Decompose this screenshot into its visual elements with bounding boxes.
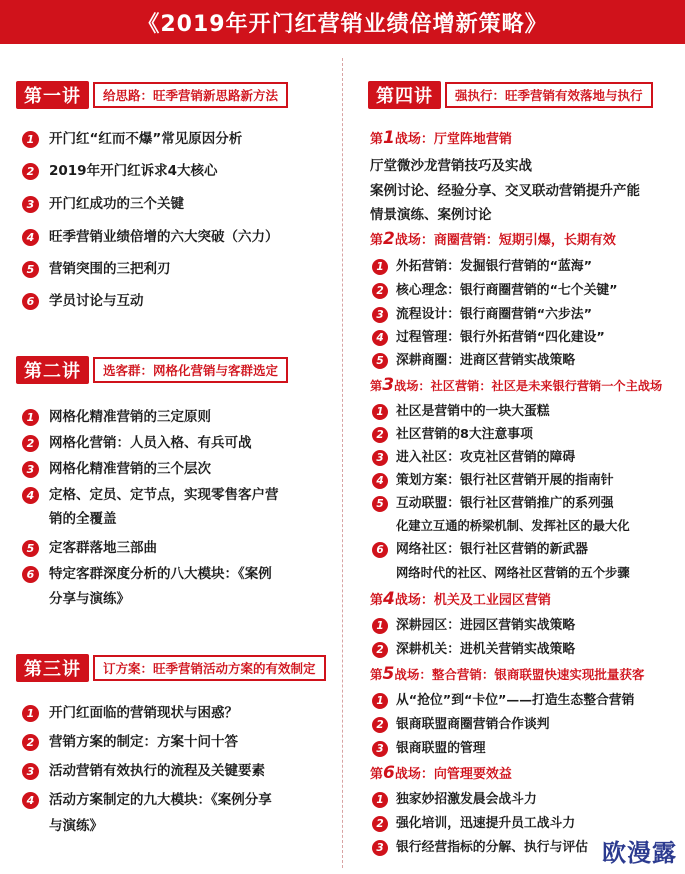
number-badge: 2 [22,163,39,180]
lecture-3-item [22,789,272,811]
lecture-1-tag: 第一讲 [16,81,89,109]
battlefield-4-heading: 第4战场：机关及工业园区营销 [370,589,551,609]
battlefield-3-item-continuation: 化建立互通的桥梁机制、发挥社区的最大化 [396,519,630,533]
lecture-2-item [22,484,279,506]
lecture-1-subtitle: 给思路：旺季营销新思路新方法 [93,82,288,108]
number-badge: 1 [22,705,39,722]
lecture-2-item [22,537,157,559]
lecture-3-header [16,652,326,684]
number-badge: 4 [372,330,388,346]
number-badge: 3 [372,307,388,323]
item-text: 分享与演练》 [49,591,130,607]
number-badge: 5 [372,496,388,512]
item-text: 活动营销有效执行的流程及关键要素 [49,763,265,779]
item-text: 营销突围的三把利刃 [49,261,171,277]
column-divider [342,58,343,868]
battlefield-2-item: 2 核心理念：银行商圈营销的“七个关键” [372,281,618,301]
lecture-2-item [22,432,252,454]
item-text: 特定客群深度分析的八大模块：《案例 [49,566,272,582]
item-text: 定客群落地三部曲 [49,540,157,556]
battlefield-3-item: 6 网络社区：银行社区营销的新武器 [372,540,588,560]
number-badge: 2 [372,717,388,733]
number-badge: 1 [22,131,39,148]
item-text: 销的全覆盖 [49,511,117,527]
battlefield-6-item: 2 强化培训，迅速提升员工战斗力 [372,814,575,834]
lecture-1-item [22,193,184,215]
number-badge: 6 [372,542,388,558]
battlefield-3-item: 3 进入社区：攻克社区营销的障碍 [372,448,575,468]
lecture-2-item-continuation [49,588,130,610]
battlefield-4-item: 1 深耕园区：进园区营销实战策略 [372,616,575,636]
number-badge: 1 [22,409,39,426]
lecture-1-item [22,226,279,248]
item-text: 开门红“红而不爆”常见原因分析 [49,131,243,147]
lecture-2-item-continuation [49,508,117,530]
watermark: 欧漫露 [602,839,677,867]
lecture-3-subtitle: 订方案：旺季营销活动方案的有效制定 [93,655,326,681]
battlefield-1-line: 厅堂微沙龙营销技巧及实战 [370,158,532,174]
lecture-3-item [22,731,238,753]
battlefield-2-heading: 第2战场：商圈营销：短期引爆，长期有效 [370,229,616,249]
lecture-1-item [22,290,144,312]
battlefield-3-item-continuation: 网络时代的社区、网络社区营销的五个步骤 [396,566,630,580]
battlefield-5-item: 2 银商联盟商圈营销合作谈判 [372,715,550,735]
lecture-2-item [22,458,211,480]
lecture-2-item [22,563,272,585]
item-text: 网格化精准营销的三个层次 [49,461,211,477]
battlefield-1-line: 情景演练、案例讨论 [370,207,492,223]
lecture-2-tag: 第二讲 [16,356,89,384]
battlefield-3-item: 4 策划方案：银行社区营销开展的指南针 [372,471,614,491]
number-badge: 2 [372,816,388,832]
item-text: 营销方案的制定：方案十问十答 [49,734,238,750]
number-badge: 2 [372,642,388,658]
number-badge: 3 [372,741,388,757]
number-badge: 5 [22,540,39,557]
number-badge: 3 [22,461,39,478]
battlefield-1-heading: 第1战场：厅堂阵地营销 [370,128,512,148]
battlefield-3-heading: 第3战场：社区营销：社区是未来银行营销一个主战场 [370,375,663,395]
lecture-3-tag: 第三讲 [16,654,89,682]
number-badge: 3 [372,450,388,466]
battlefield-6-item: 3 银行经营指标的分解、执行与评估 [372,838,588,858]
battlefield-5-heading: 第5战场：整合营销：银商联盟快速实现批量获客 [370,664,645,684]
lecture-1-item [22,160,217,182]
battlefield-5-item: 3 银商联盟的管理 [372,739,486,759]
item-text: 定格、定员、定节点，实现零售客户营 [49,487,279,503]
battlefield-2-item: 4 过程管理：银行外拓营销“四化建设” [372,328,605,348]
number-badge: 5 [22,261,39,278]
item-text: 网格化营销：人员入格、有兵可战 [49,435,252,451]
number-badge: 3 [22,196,39,213]
number-badge: 4 [22,229,39,246]
lecture-2-subtitle: 选客群：网格化营销与客群选定 [93,357,288,383]
page-title: 《2019年开门红营销业绩倍增新策略》 [137,11,548,37]
battlefield-3-item: 5 互动联盟：银行社区营销推广的系列强 [372,494,614,514]
item-text: 2019年开门红诉求4大核心 [49,163,218,179]
battlefield-3-item: 1 社区是营销中的一块大蛋糕 [372,402,550,422]
lecture-3-item-continuation [49,815,103,837]
number-badge: 1 [372,404,388,420]
number-badge: 4 [22,487,39,504]
lecture-4-subtitle: 强执行：旺季营销有效落地与执行 [445,82,653,108]
number-badge: 6 [22,566,39,583]
battlefield-4-item: 2 深耕机关：进机关营销实战策略 [372,640,575,660]
lecture-3-item [22,702,238,724]
battlefield-5-item: 1 从“抢位”到“卡位”——打造生态整合营销 [372,691,634,711]
item-text: 与演练》 [49,818,103,834]
battlefield-6-heading: 第6战场：向管理要效益 [370,763,512,783]
number-badge: 2 [22,435,39,452]
number-badge: 1 [372,618,388,634]
battlefield-3-item: 2 社区营销的8大注意事项 [372,425,533,445]
item-text: 旺季营销业绩倍增的六大突破（六力） [49,229,279,245]
number-badge: 4 [22,792,39,809]
lecture-1-item [22,128,242,150]
number-badge: 2 [372,283,388,299]
battlefield-2-item: 5 深耕商圈：进商区营销实战策略 [372,351,575,371]
battlefield-6-item: 1 独家妙招激发晨会战斗力 [372,790,537,810]
number-badge: 3 [22,763,39,780]
lecture-1-item [22,258,171,280]
item-text: 学员讨论与互动 [49,293,144,309]
item-text: 活动方案制定的九大模块：《案例分享 [49,792,272,808]
number-badge: 1 [372,693,388,709]
item-text: 网格化精准营销的三定原则 [49,409,211,425]
battlefield-2-item: 3 流程设计：银行商圈营销“六步法” [372,305,592,325]
lecture-2-item [22,406,211,428]
number-badge: 5 [372,353,388,369]
number-badge: 1 [372,259,388,275]
number-badge: 6 [22,293,39,310]
lecture-3-item [22,760,265,782]
title-banner [0,0,685,44]
item-text: 开门红面临的营销现状与困惑？ [49,705,238,721]
number-badge: 1 [372,792,388,808]
battlefield-2-item: 1 外拓营销：发掘银行营销的“蓝海” [372,257,592,277]
lecture-4-tag: 第四讲 [368,81,441,109]
lecture-4-header [368,79,653,111]
lecture-1-header [16,79,288,111]
number-badge: 2 [372,427,388,443]
item-text: 开门红成功的三个关键 [49,196,184,212]
number-badge: 3 [372,840,388,856]
number-badge: 4 [372,473,388,489]
lecture-2-header [16,354,288,386]
number-badge: 2 [22,734,39,751]
battlefield-1-line: 案例讨论、经验分享、交叉联动营销提升产能 [370,183,640,199]
